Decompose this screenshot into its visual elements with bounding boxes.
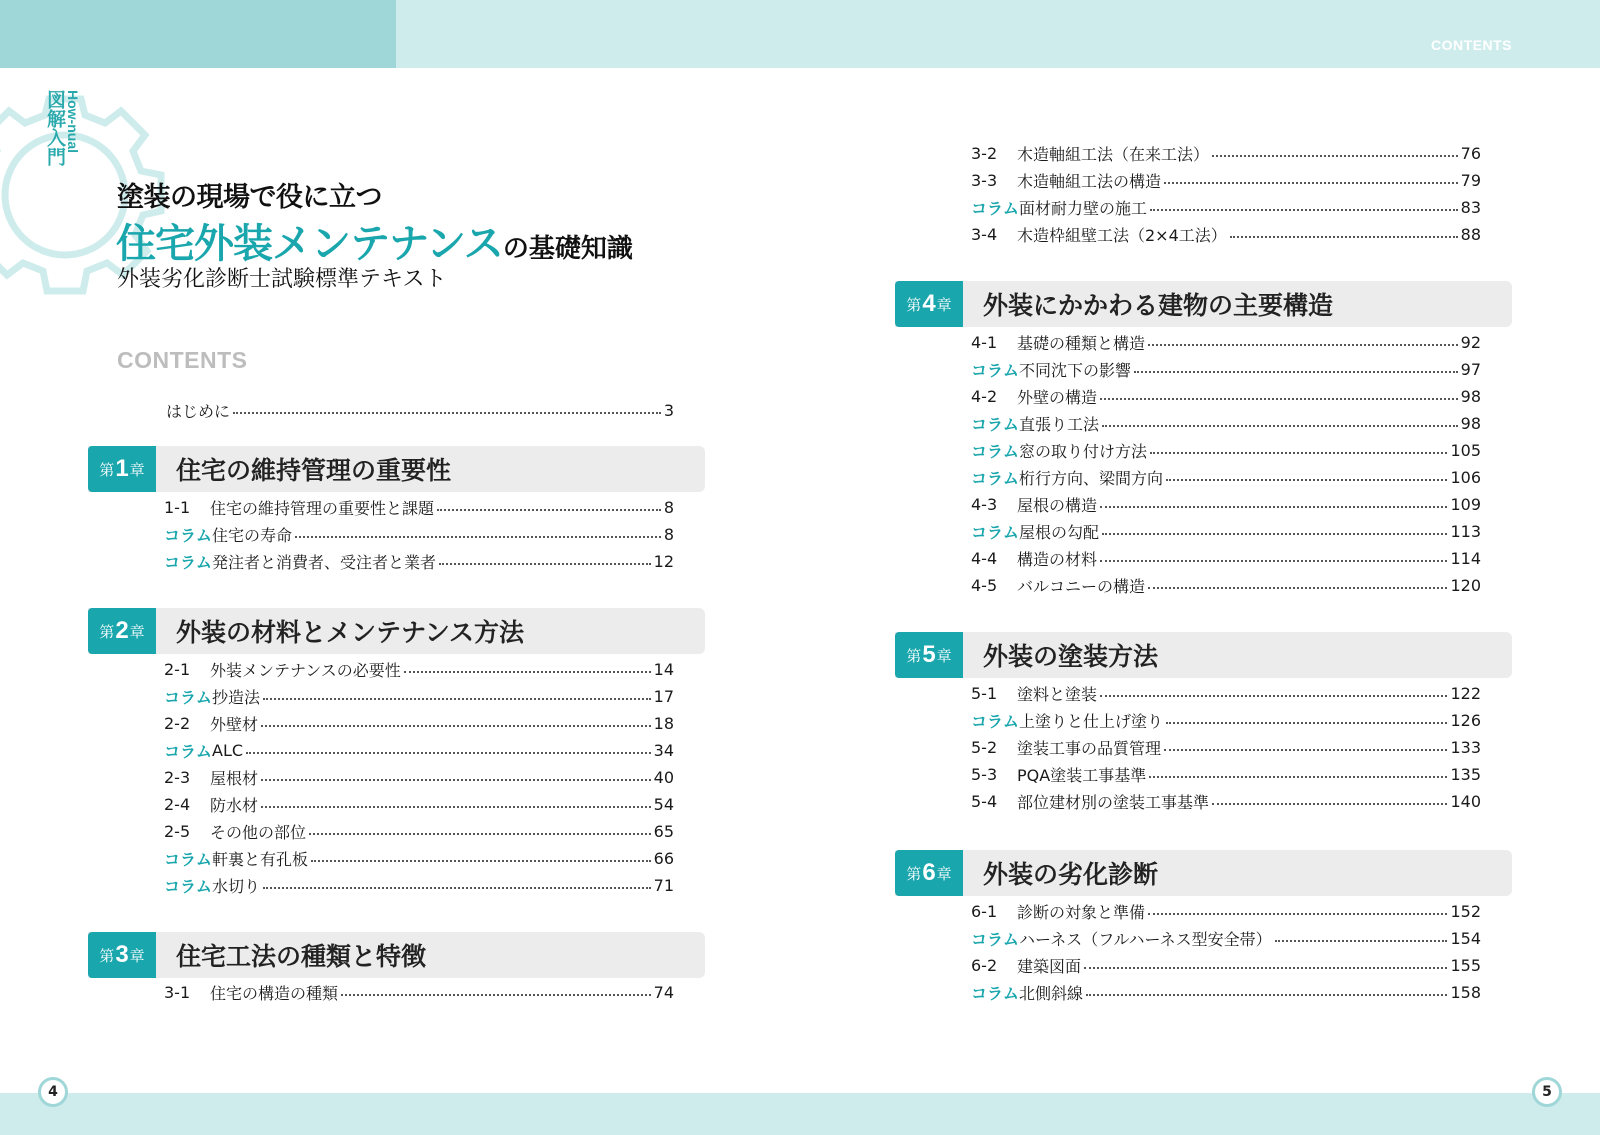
toc-entry-page: 79 xyxy=(1460,170,1481,190)
toc-entry-page: 40 xyxy=(653,767,674,787)
dot-leader xyxy=(1166,722,1447,724)
toc-entry-label: 建築図面 xyxy=(1017,956,1082,976)
toc-entry-page: 98 xyxy=(1460,386,1481,406)
toc-entry-label: 屋根の構造 xyxy=(1017,495,1098,515)
toc-entry-number: 4-5 xyxy=(971,575,998,595)
toc-entry-label: 木造軸組工法の構造 xyxy=(1017,171,1162,191)
toc-entry-number: コラム xyxy=(164,687,212,707)
toc-entry-label: 基礎の種類と構造 xyxy=(1017,333,1146,353)
toc-entry-number: コラム xyxy=(971,468,1019,488)
toc-entry-page: 126 xyxy=(1450,710,1481,730)
dot-leader xyxy=(263,698,651,700)
toc-column-entry[interactable] xyxy=(971,707,1481,733)
dot-leader xyxy=(1100,506,1447,508)
book-title-main xyxy=(116,212,633,269)
toc-entry-label: 発注者と消費者、受注者と業者 xyxy=(212,552,437,572)
chapter-badge xyxy=(88,446,156,492)
dot-leader xyxy=(263,887,651,889)
toc-entry-number: 3-2 xyxy=(971,143,998,163)
dot-leader xyxy=(341,994,651,996)
toc-entry-label: 診断の対象と準備 xyxy=(1017,902,1146,922)
toc-section-entry[interactable] xyxy=(971,761,1481,787)
toc-entry-label: 不同沈下の影響 xyxy=(1019,360,1132,380)
chapter-title: 外装の材料とメンテナンス方法 xyxy=(176,618,525,647)
toc-entry-label: はじめに xyxy=(166,401,231,421)
chapter-header-2[interactable] xyxy=(88,608,705,654)
chapter-number: 2 xyxy=(115,617,129,644)
toc-intro[interactable] xyxy=(166,397,674,423)
dot-leader xyxy=(261,725,651,727)
toc-section-entry[interactable] xyxy=(971,491,1481,517)
chapter-suffix: 章 xyxy=(129,460,145,479)
header-band-right xyxy=(396,0,1600,68)
toc-entry-number: 2-2 xyxy=(164,713,191,733)
toc-entry-page: 17 xyxy=(653,686,674,706)
toc-section-entry[interactable] xyxy=(971,680,1481,706)
toc-entry-label: 外装メンテナンスの必要性 xyxy=(210,660,401,680)
toc-entry-page: 158 xyxy=(1450,982,1481,1002)
toc-entry-page: 92 xyxy=(1460,332,1481,352)
toc-entry-number: コラム xyxy=(971,360,1019,380)
dot-leader xyxy=(437,509,661,511)
toc-entry-page: 76 xyxy=(1460,143,1481,163)
dot-leader xyxy=(1275,940,1448,942)
toc-entry-page: 154 xyxy=(1450,928,1481,948)
toc-entry-label: 住宅の寿命 xyxy=(212,525,293,545)
toc-entry-label: 屋根の勾配 xyxy=(1019,522,1100,542)
toc-section-entry[interactable] xyxy=(164,979,674,1005)
toc-entry-number: 3-3 xyxy=(971,170,998,190)
header-band-left xyxy=(0,0,396,68)
toc-entry-page: 140 xyxy=(1450,791,1481,811)
dot-leader xyxy=(261,779,651,781)
chapter-badge xyxy=(88,608,156,654)
toc-section-entry[interactable] xyxy=(164,818,674,844)
dot-leader xyxy=(1164,182,1458,184)
dot-leader xyxy=(1086,994,1447,996)
chapter-header-5[interactable] xyxy=(895,632,1512,678)
toc-section-entry[interactable] xyxy=(164,656,674,682)
toc-entry-page: 14 xyxy=(653,659,674,679)
chapter-title: 住宅工法の種類と特徴 xyxy=(176,942,427,971)
toc-entry-page: 54 xyxy=(653,794,674,814)
toc-entry-page: 65 xyxy=(653,821,674,841)
dot-leader xyxy=(1134,371,1458,373)
toc-column-entry[interactable] xyxy=(164,737,674,763)
dot-leader xyxy=(311,860,651,862)
toc-entry-page: 109 xyxy=(1450,494,1481,514)
chapter-title: 外装の塗装方法 xyxy=(983,642,1159,671)
toc-section-entry[interactable] xyxy=(971,221,1481,247)
toc-column-entry[interactable] xyxy=(164,845,674,871)
dot-leader xyxy=(1102,533,1447,535)
toc-section-entry[interactable] xyxy=(971,329,1481,355)
toc-column-entry[interactable] xyxy=(164,872,674,898)
book-subtitle: 外装劣化診断士試験標準テキスト xyxy=(117,267,447,292)
dot-leader xyxy=(1150,452,1447,454)
toc-column-entry[interactable] xyxy=(971,410,1481,436)
toc-section-entry[interactable] xyxy=(164,494,674,520)
chapter-suffix: 章 xyxy=(936,295,952,314)
toc-entry-page: 113 xyxy=(1450,521,1481,541)
toc-entry-number: コラム xyxy=(971,198,1019,218)
toc-entry-number: 2-4 xyxy=(164,794,191,814)
toc-entry-number: 4-3 xyxy=(971,494,998,514)
page-number-right: 5 xyxy=(1532,1077,1562,1107)
dot-leader xyxy=(1148,587,1447,589)
toc-entry-number: 4-4 xyxy=(971,548,998,568)
toc-entry-page: 106 xyxy=(1450,467,1481,487)
chapter-header-3[interactable] xyxy=(88,932,705,978)
chapter-number: 1 xyxy=(115,455,129,482)
toc-section-entry[interactable] xyxy=(971,788,1481,814)
toc-entry-number: コラム xyxy=(164,741,212,761)
toc-entry-number: 4-1 xyxy=(971,332,998,352)
chapter-title: 外装にかかわる建物の主要構造 xyxy=(983,291,1334,320)
toc-column-entry[interactable] xyxy=(971,194,1481,220)
toc-entry-label: ALC xyxy=(212,740,244,760)
toc-section-entry[interactable] xyxy=(164,764,674,790)
dot-leader xyxy=(1150,209,1458,211)
page-number-left: 4 xyxy=(38,1077,68,1107)
toc-column-entry[interactable] xyxy=(971,518,1481,544)
toc-entry-label: 住宅の構造の種類 xyxy=(210,983,339,1003)
toc-entry-label: 防水材 xyxy=(210,795,259,815)
toc-entry-label: 桁行方向、梁間方向 xyxy=(1019,468,1164,488)
toc-entry-label: 上塗りと仕上げ塗り xyxy=(1019,711,1164,731)
toc-section-entry[interactable] xyxy=(971,167,1481,193)
toc-entry-page: 88 xyxy=(1460,224,1481,244)
chapter-prefix: 第 xyxy=(99,622,115,641)
toc-entry-page: 3 xyxy=(663,400,674,420)
dot-leader xyxy=(1166,479,1447,481)
toc-entry-page: 83 xyxy=(1460,197,1481,217)
toc-entry-page: 12 xyxy=(653,551,674,571)
book-title-highlight: 住宅外装メンテナンス xyxy=(116,221,503,267)
dot-leader xyxy=(261,806,651,808)
toc-entry-page: 120 xyxy=(1450,575,1481,595)
toc-entry-number: 3-1 xyxy=(164,982,191,1002)
toc-entry-number: 4-2 xyxy=(971,386,998,406)
dot-leader xyxy=(1100,560,1447,562)
dot-leader xyxy=(233,412,661,414)
toc-entry-number: 5-4 xyxy=(971,791,998,811)
chapter-badge xyxy=(88,932,156,978)
dot-leader xyxy=(1100,695,1447,697)
toc-entry-page: 105 xyxy=(1450,440,1481,460)
toc-entry-number: コラム xyxy=(164,525,212,545)
dot-leader xyxy=(1212,803,1447,805)
dot-leader xyxy=(1149,776,1447,778)
toc-entry-number: コラム xyxy=(971,441,1019,461)
chapter-badge xyxy=(895,632,963,678)
toc-entry-number: 2-1 xyxy=(164,659,191,679)
toc-entry-label: その他の部位 xyxy=(210,822,307,842)
contents-heading: CONTENTS xyxy=(117,347,248,373)
series-logo xyxy=(40,90,80,180)
chapter-number: 3 xyxy=(115,941,129,968)
toc-section-entry[interactable] xyxy=(164,791,674,817)
toc-entry-label: 外壁の構造 xyxy=(1017,387,1098,407)
chapter-suffix: 章 xyxy=(936,864,952,883)
toc-entry-number: 5-2 xyxy=(971,737,998,757)
toc-section-entry[interactable] xyxy=(971,734,1481,760)
dot-leader xyxy=(295,536,661,538)
chapter-suffix: 章 xyxy=(129,946,145,965)
toc-entry-page: 8 xyxy=(663,524,674,544)
toc-entry-label: 直張り工法 xyxy=(1019,414,1100,434)
series-logo-en: How-nual xyxy=(65,90,81,153)
chapter-title: 外装の劣化診断 xyxy=(983,860,1159,889)
toc-entry-label: 住宅の維持管理の重要性と課題 xyxy=(210,498,435,518)
book-title-line1: 塗装の現場で役に立つ xyxy=(117,182,382,213)
toc-column-entry[interactable] xyxy=(164,521,674,547)
toc-entry-page: 34 xyxy=(653,740,674,760)
toc-entry-label: 面材耐力壁の施工 xyxy=(1019,198,1148,218)
chapter-header-1[interactable] xyxy=(88,446,705,492)
toc-entry-label: 塗料と塗装 xyxy=(1017,684,1098,704)
toc-entry-number: 5-3 xyxy=(971,764,998,784)
toc-section-entry[interactable] xyxy=(971,140,1481,166)
toc-entry-label: バルコニーの構造 xyxy=(1017,576,1146,596)
dot-leader xyxy=(1102,425,1458,427)
chapter-header-6[interactable] xyxy=(895,850,1512,896)
toc-entry-label: 部位建材別の塗装工事基準 xyxy=(1017,792,1210,812)
toc-entry-label: 抄造法 xyxy=(212,687,261,707)
series-logo-ja: 図解入門 xyxy=(44,90,66,166)
chapter-badge xyxy=(895,850,963,896)
footer-band xyxy=(0,1093,1600,1135)
toc-entry-page: 152 xyxy=(1450,901,1481,921)
toc-entry-number: 2-3 xyxy=(164,767,191,787)
toc-entry-page: 98 xyxy=(1460,413,1481,433)
dot-leader xyxy=(1148,344,1458,346)
toc-entry-page: 135 xyxy=(1450,764,1481,784)
toc-entry-page: 97 xyxy=(1460,359,1481,379)
toc-entry-number: 3-4 xyxy=(971,224,998,244)
toc-column-entry[interactable] xyxy=(971,356,1481,382)
toc-entry-number: コラム xyxy=(971,983,1019,1003)
toc-entry-number: コラム xyxy=(971,929,1019,949)
toc-column-entry[interactable] xyxy=(971,979,1481,1005)
dot-leader xyxy=(1212,155,1458,157)
toc-entry-label: ハーネス（フルハーネス型安全帯） xyxy=(1019,929,1272,949)
toc-entry-number: 2-5 xyxy=(164,821,191,841)
toc-entry-label: 軒裏と有孔板 xyxy=(212,849,309,869)
toc-entry-number: 1-1 xyxy=(164,497,191,517)
toc-section-entry[interactable] xyxy=(971,572,1481,598)
toc-entry-label: 木造軸組工法（在来工法） xyxy=(1017,144,1210,164)
toc-section-entry[interactable] xyxy=(971,952,1481,978)
toc-entry-page: 18 xyxy=(653,713,674,733)
toc-entry-number: コラム xyxy=(971,414,1019,434)
toc-entry-label: 外壁材 xyxy=(210,714,259,734)
toc-section-entry[interactable] xyxy=(971,898,1481,924)
dot-leader xyxy=(404,671,651,673)
dot-leader xyxy=(309,833,651,835)
toc-entry-label: 塗装工事の品質管理 xyxy=(1017,738,1162,758)
toc-entry-label: 水切り xyxy=(212,876,261,896)
toc-column-entry[interactable] xyxy=(971,464,1481,490)
chapter-number: 5 xyxy=(922,641,936,668)
toc-entry-page: 133 xyxy=(1450,737,1481,757)
chapter-prefix: 第 xyxy=(906,864,922,883)
toc-entry-number: 6-2 xyxy=(971,955,998,975)
chapter-prefix: 第 xyxy=(99,460,115,479)
book-title-suffix: の基礎知識 xyxy=(502,234,633,264)
chapter-badge xyxy=(895,281,963,327)
toc-entry-number: コラム xyxy=(971,522,1019,542)
toc-entry-label: PQA塗装工事基準 xyxy=(1017,765,1147,785)
toc-entry-number: コラム xyxy=(971,711,1019,731)
chapter-prefix: 第 xyxy=(906,295,922,314)
toc-entry-label: 木造枠組壁工法（2×4工法） xyxy=(1017,225,1227,245)
toc-section-entry[interactable] xyxy=(164,710,674,736)
dot-leader xyxy=(1164,749,1447,751)
header-contents-label: CONTENTS xyxy=(1431,37,1512,53)
chapter-title: 住宅の維持管理の重要性 xyxy=(176,456,452,485)
toc-entry-page: 155 xyxy=(1450,955,1481,975)
dot-leader xyxy=(1084,967,1447,969)
toc-column-entry[interactable] xyxy=(164,683,674,709)
toc-entry-page: 66 xyxy=(653,848,674,868)
toc-entry-page: 74 xyxy=(653,982,674,1002)
chapter-header-4[interactable] xyxy=(895,281,1512,327)
toc-entry-label: 構造の材料 xyxy=(1017,549,1098,569)
toc-entry-label: 窓の取り付け方法 xyxy=(1019,441,1148,461)
toc-entry-label: 北側斜線 xyxy=(1019,983,1084,1003)
chapter-number: 6 xyxy=(922,859,936,886)
chapter-prefix: 第 xyxy=(99,946,115,965)
toc-entry-number: 5-1 xyxy=(971,683,998,703)
chapter-suffix: 章 xyxy=(936,646,952,665)
dot-leader xyxy=(1100,398,1458,400)
chapter-prefix: 第 xyxy=(906,646,922,665)
toc-entry-page: 8 xyxy=(663,497,674,517)
toc-entry-number: コラム xyxy=(164,876,212,896)
chapter-suffix: 章 xyxy=(129,622,145,641)
toc-entry-page: 71 xyxy=(653,875,674,895)
chapter-number: 4 xyxy=(922,290,936,317)
dot-leader xyxy=(1148,913,1447,915)
toc-entry-number: 6-1 xyxy=(971,901,998,921)
toc-column-entry[interactable] xyxy=(971,437,1481,463)
dot-leader xyxy=(1230,236,1458,238)
dot-leader xyxy=(246,752,651,754)
dot-leader xyxy=(439,563,651,565)
toc-entry-number: コラム xyxy=(164,552,212,572)
toc-entry-label: 屋根材 xyxy=(210,768,259,788)
toc-entry-number: コラム xyxy=(164,849,212,869)
toc-section-entry[interactable] xyxy=(971,545,1481,571)
toc-column-entry[interactable] xyxy=(164,548,674,574)
toc-entry-page: 114 xyxy=(1450,548,1481,568)
toc-column-entry[interactable] xyxy=(971,925,1481,951)
toc-entry-page: 122 xyxy=(1450,683,1481,703)
toc-section-entry[interactable] xyxy=(971,383,1481,409)
